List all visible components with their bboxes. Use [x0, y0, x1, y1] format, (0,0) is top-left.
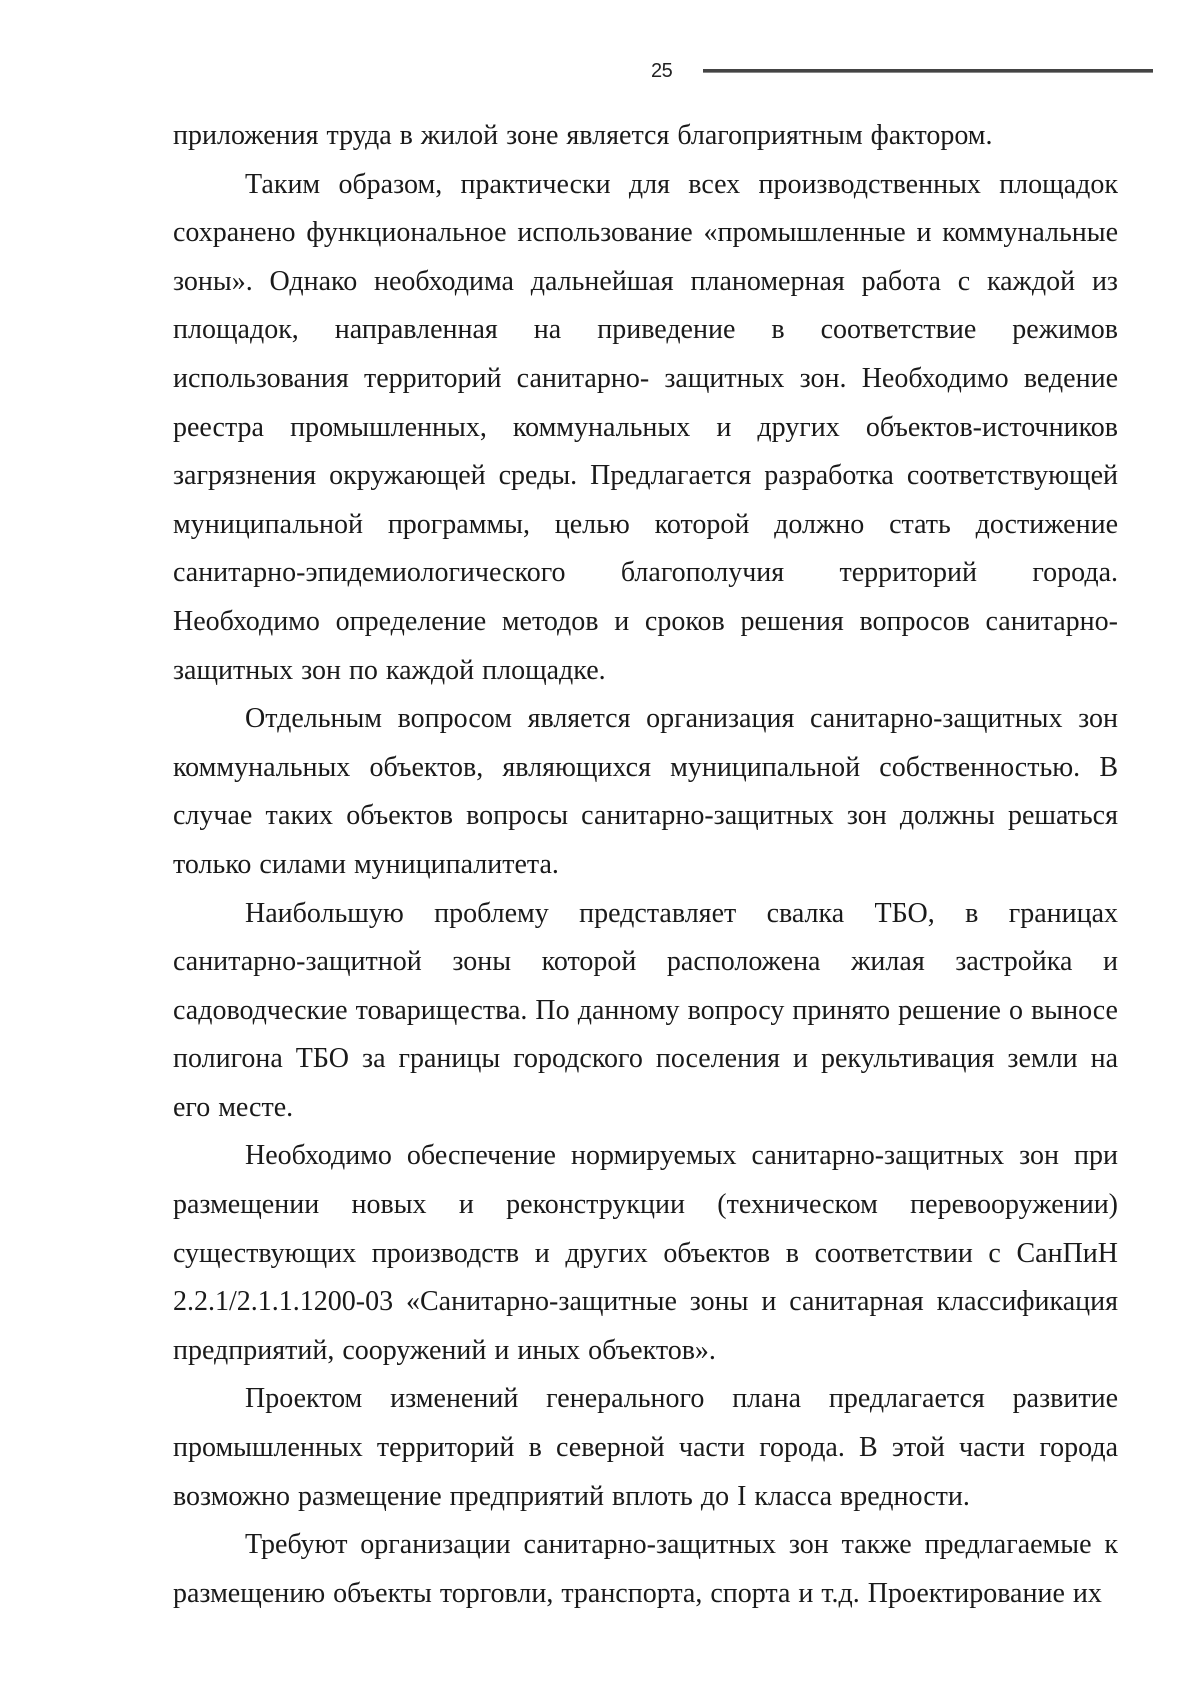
paragraph-general-plan: Проектом изменений генерального плана предлагается развитие промышленных территорий в северной части города. В этой части города возможно размещение предприятий вплоть до I класса вредности.	[173, 1383, 1118, 1512]
paragraph-industrial-sites: Таким образом, практически для всех производственных площадок сохранено функциональное использование «промышленные и коммунальные зоны». Однако необходима дальнейшая планомерная работа с каждой из площадок, направленная на приведение в соответствие режимов использования территорий санитарно- защитных зон. Необходимо ведение реестра промышленных, коммунальных и других объектов-источников загрязнения окружающей среды. Предлагается разработка соответствующей муниципальной программы, целью которой должно стать достижение санитарно-эпидемиологического благополучия территорий города. Необходимо определение методов и сроков решения вопросов санитарно-защитных зон по каждой площадке.	[173, 168, 1118, 686]
paragraph-municipal-objects: Отдельным вопросом является организация санитарно-защитных зон коммунальных объектов, являющихся муниципальной собственностью. В случае таких объектов вопросы санитарно-защитных зон должны решаться только силами муниципалитета.	[173, 703, 1118, 880]
paragraph-landfill: Наибольшую проблему представляет свалка ТБО, в границах санитарно-защитной зоны которой расположена жилая застройка и садоводческие товарищества. По данному вопросу принято решение о выносе полигона ТБО за границы городского поселения и рекультивация земли на его месте.	[173, 897, 1118, 1123]
document-body	[173, 112, 1118, 1618]
page-header	[0, 56, 1200, 86]
paragraph-sanpin-requirements: Необходимо обеспечение нормируемых санитарно-защитных зон при размещении новых и реконструкции (техническом перевооружении) существующих производств и других объектов в соответствии с СанПиН 2.2.1/2.1.1.1200-03 «Санитарно-защитные зоны и санитарная классификация предприятий, сооружений и иных объектов».	[173, 1140, 1118, 1366]
page-number: 25	[651, 60, 673, 82]
paragraph-continued: приложения труда в жилой зоне является благоприятным фактором.	[173, 120, 993, 151]
header-rule	[703, 69, 1153, 73]
paragraph-trade-transport: Требуют организации санитарно-защитных зон также предлагаемые к размещению объекты торговли, транспорта, спорта и т.д. Проектирование их	[173, 1529, 1118, 1609]
